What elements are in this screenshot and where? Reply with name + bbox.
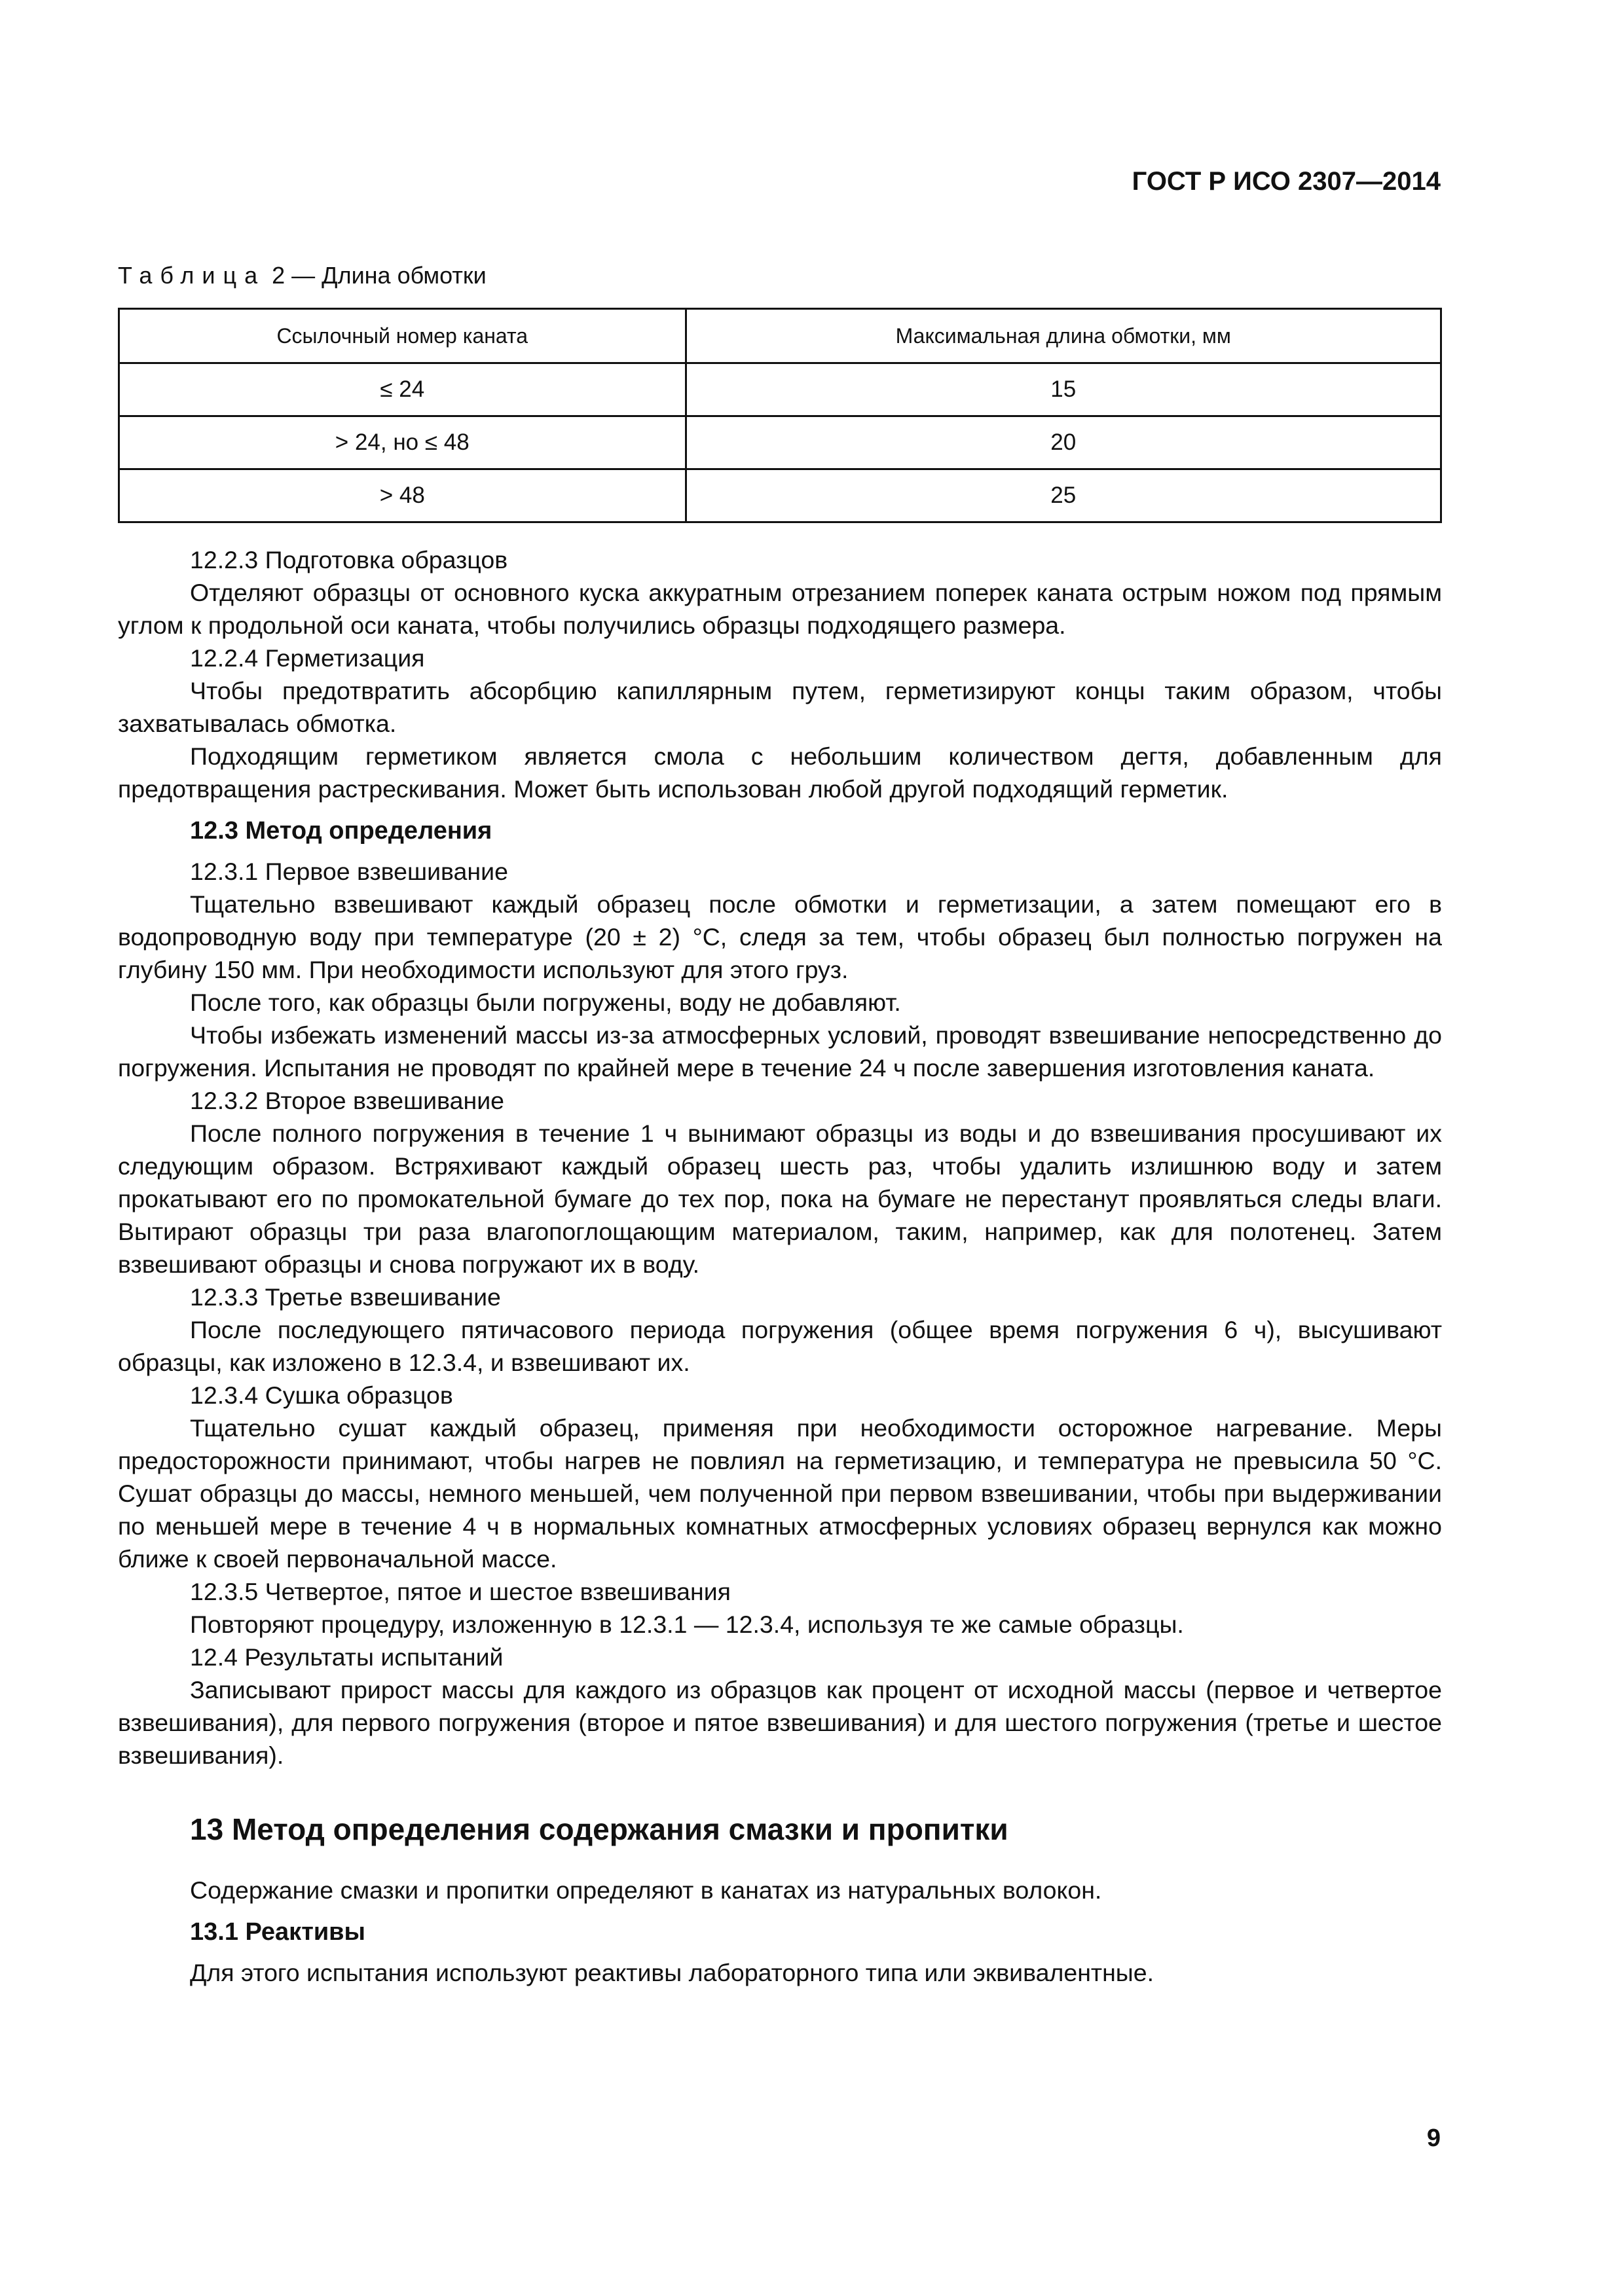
paragraph: Для этого испытания используют реактивы лабораторного типа или эквивалентные. [190, 1959, 1154, 1986]
paragraph: После последующего пятичасового периода погружения (общее время погружения 6 ч), высушивают образцы, как изложено в 12.3.4, и взвешивают их. [118, 1316, 1442, 1376]
subsection-title: 12.3.3 Третье взвешивание [190, 1283, 501, 1311]
paragraph: После того, как образцы были погружены, воду не добавляют. [190, 989, 901, 1016]
table-row [119, 363, 1441, 416]
paragraph: Чтобы избежать изменений массы из-за атмосферных условий, проводят взвешивание непосредственно до погружения. Испытания не проводят по крайней мере в течение 24 ч после завершения изготовления каната. [118, 1021, 1442, 1082]
paragraph: Отделяют образцы от основного куска аккуратным отрезанием поперек каната острым ножом под прямым углом к продольной оси каната, чтобы получились образцы подходящего размера. [118, 579, 1442, 639]
table-header-row [119, 309, 1441, 363]
table-row [119, 469, 1441, 522]
paragraph: Повторяют процедуру, изложенную в 12.3.1 — 12.3.4, используя те же самые образцы. [190, 1611, 1184, 1638]
chapter-heading: 13 Метод определения содержания смазки и пропитки [190, 1812, 1008, 1846]
table-caption [118, 262, 487, 289]
table-caption-word: Таблица [118, 262, 266, 289]
subsection-title: 12.3.5 Четвертое, пятое и шестое взвешивания [190, 1578, 731, 1605]
column-header-max-length: Максимальная длина обмотки, мм [686, 309, 1441, 363]
paragraph: Подходящим герметиком является смола с небольшим количеством дегтя, добавленным для предотвращения растрескивания. Может быть использован любой другой подходящий герметик. [118, 742, 1442, 803]
document-body [118, 543, 1442, 1989]
subsection-title: 12.2.3 Подготовка образцов [190, 546, 508, 574]
table-cell: 20 [686, 416, 1441, 469]
column-header-rope-number: Ссылочный номер каната [119, 309, 686, 363]
subsection-title: 12.3.4 Сушка образцов [190, 1381, 453, 1409]
table-caption-title: 2 — Длина обмотки [265, 262, 487, 289]
subsection-title: 12.2.4 Герметизация [190, 644, 425, 672]
page-number: 9 [1426, 2124, 1441, 2152]
paragraph: Записывают прирост массы для каждого из образцов как процент от исходной массы (первое и четвертое взвешивания), для первого погружения (второе и пятое взвешивания) и для шестого погружения (третье и шестое взвешивания). [118, 1676, 1442, 1769]
winding-length-table [118, 308, 1442, 523]
subsection-title: 12.3.1 Первое взвешивание [190, 858, 508, 885]
paragraph: После полного погружения в течение 1 ч вынимают образцы из воды и до взвешивания просушивают их следующим образом. Встряхивают каждый образец шесть раз, чтобы удалить излишнюю воду и затем прокатывают его по промокательной бумаге до тех пор, пока на бумаге не перестанут проявляться следы влаги. Вытирают образцы три раза влагопоглощающим материалом, таким, например, как для полотенец. Затем взвешивают образцы и снова погружают их в воду. [118, 1120, 1442, 1278]
table-cell: 15 [686, 363, 1441, 416]
paragraph: Тщательно сушат каждый образец, применяя при необходимости осторожное нагревание. Меры предосторожности принимают, чтобы нагрев не повлиял на герметизацию, и температура не превысила 50 °С. Сушат образцы до массы, немного меньшей, чем полученной при первом взвешивании, чтобы при выдерживании по меньшей мере в течение 4 ч в нормальных комнатных атмосферных условиях образец вернулся как можно ближе к своей первоначальной массе. [118, 1414, 1442, 1573]
section-heading: 12.3 Метод определения [190, 817, 492, 845]
paragraph: Тщательно взвешивают каждый образец после обмотки и герметизации, а затем помещают его в водопроводную воду при температуре (20 ± 2) °С, следя за тем, чтобы образец был полностью погружен на глубину 150 мм. При необходимости используют для этого груз. [118, 890, 1442, 983]
table-row [119, 416, 1441, 469]
paragraph: Чтобы предотвратить абсорбцию капиллярным путем, герметизируют концы таким образом, чтобы захватывалась обмотка. [118, 677, 1442, 737]
section-heading: 13.1 Реактивы [190, 1918, 365, 1946]
table-cell: ≤ 24 [119, 363, 686, 416]
document-code: ГОСТ Р ИСО 2307—2014 [1132, 167, 1441, 196]
table-cell: 25 [686, 469, 1441, 522]
paragraph: Содержание смазки и пропитки определяют в канатах из натуральных волокон. [190, 1876, 1102, 1904]
table-cell: > 48 [119, 469, 686, 522]
subsection-title: 12.4 Результаты испытаний [190, 1643, 504, 1671]
subsection-title: 12.3.2 Второе взвешивание [190, 1087, 504, 1114]
table-cell: > 24, но ≤ 48 [119, 416, 686, 469]
